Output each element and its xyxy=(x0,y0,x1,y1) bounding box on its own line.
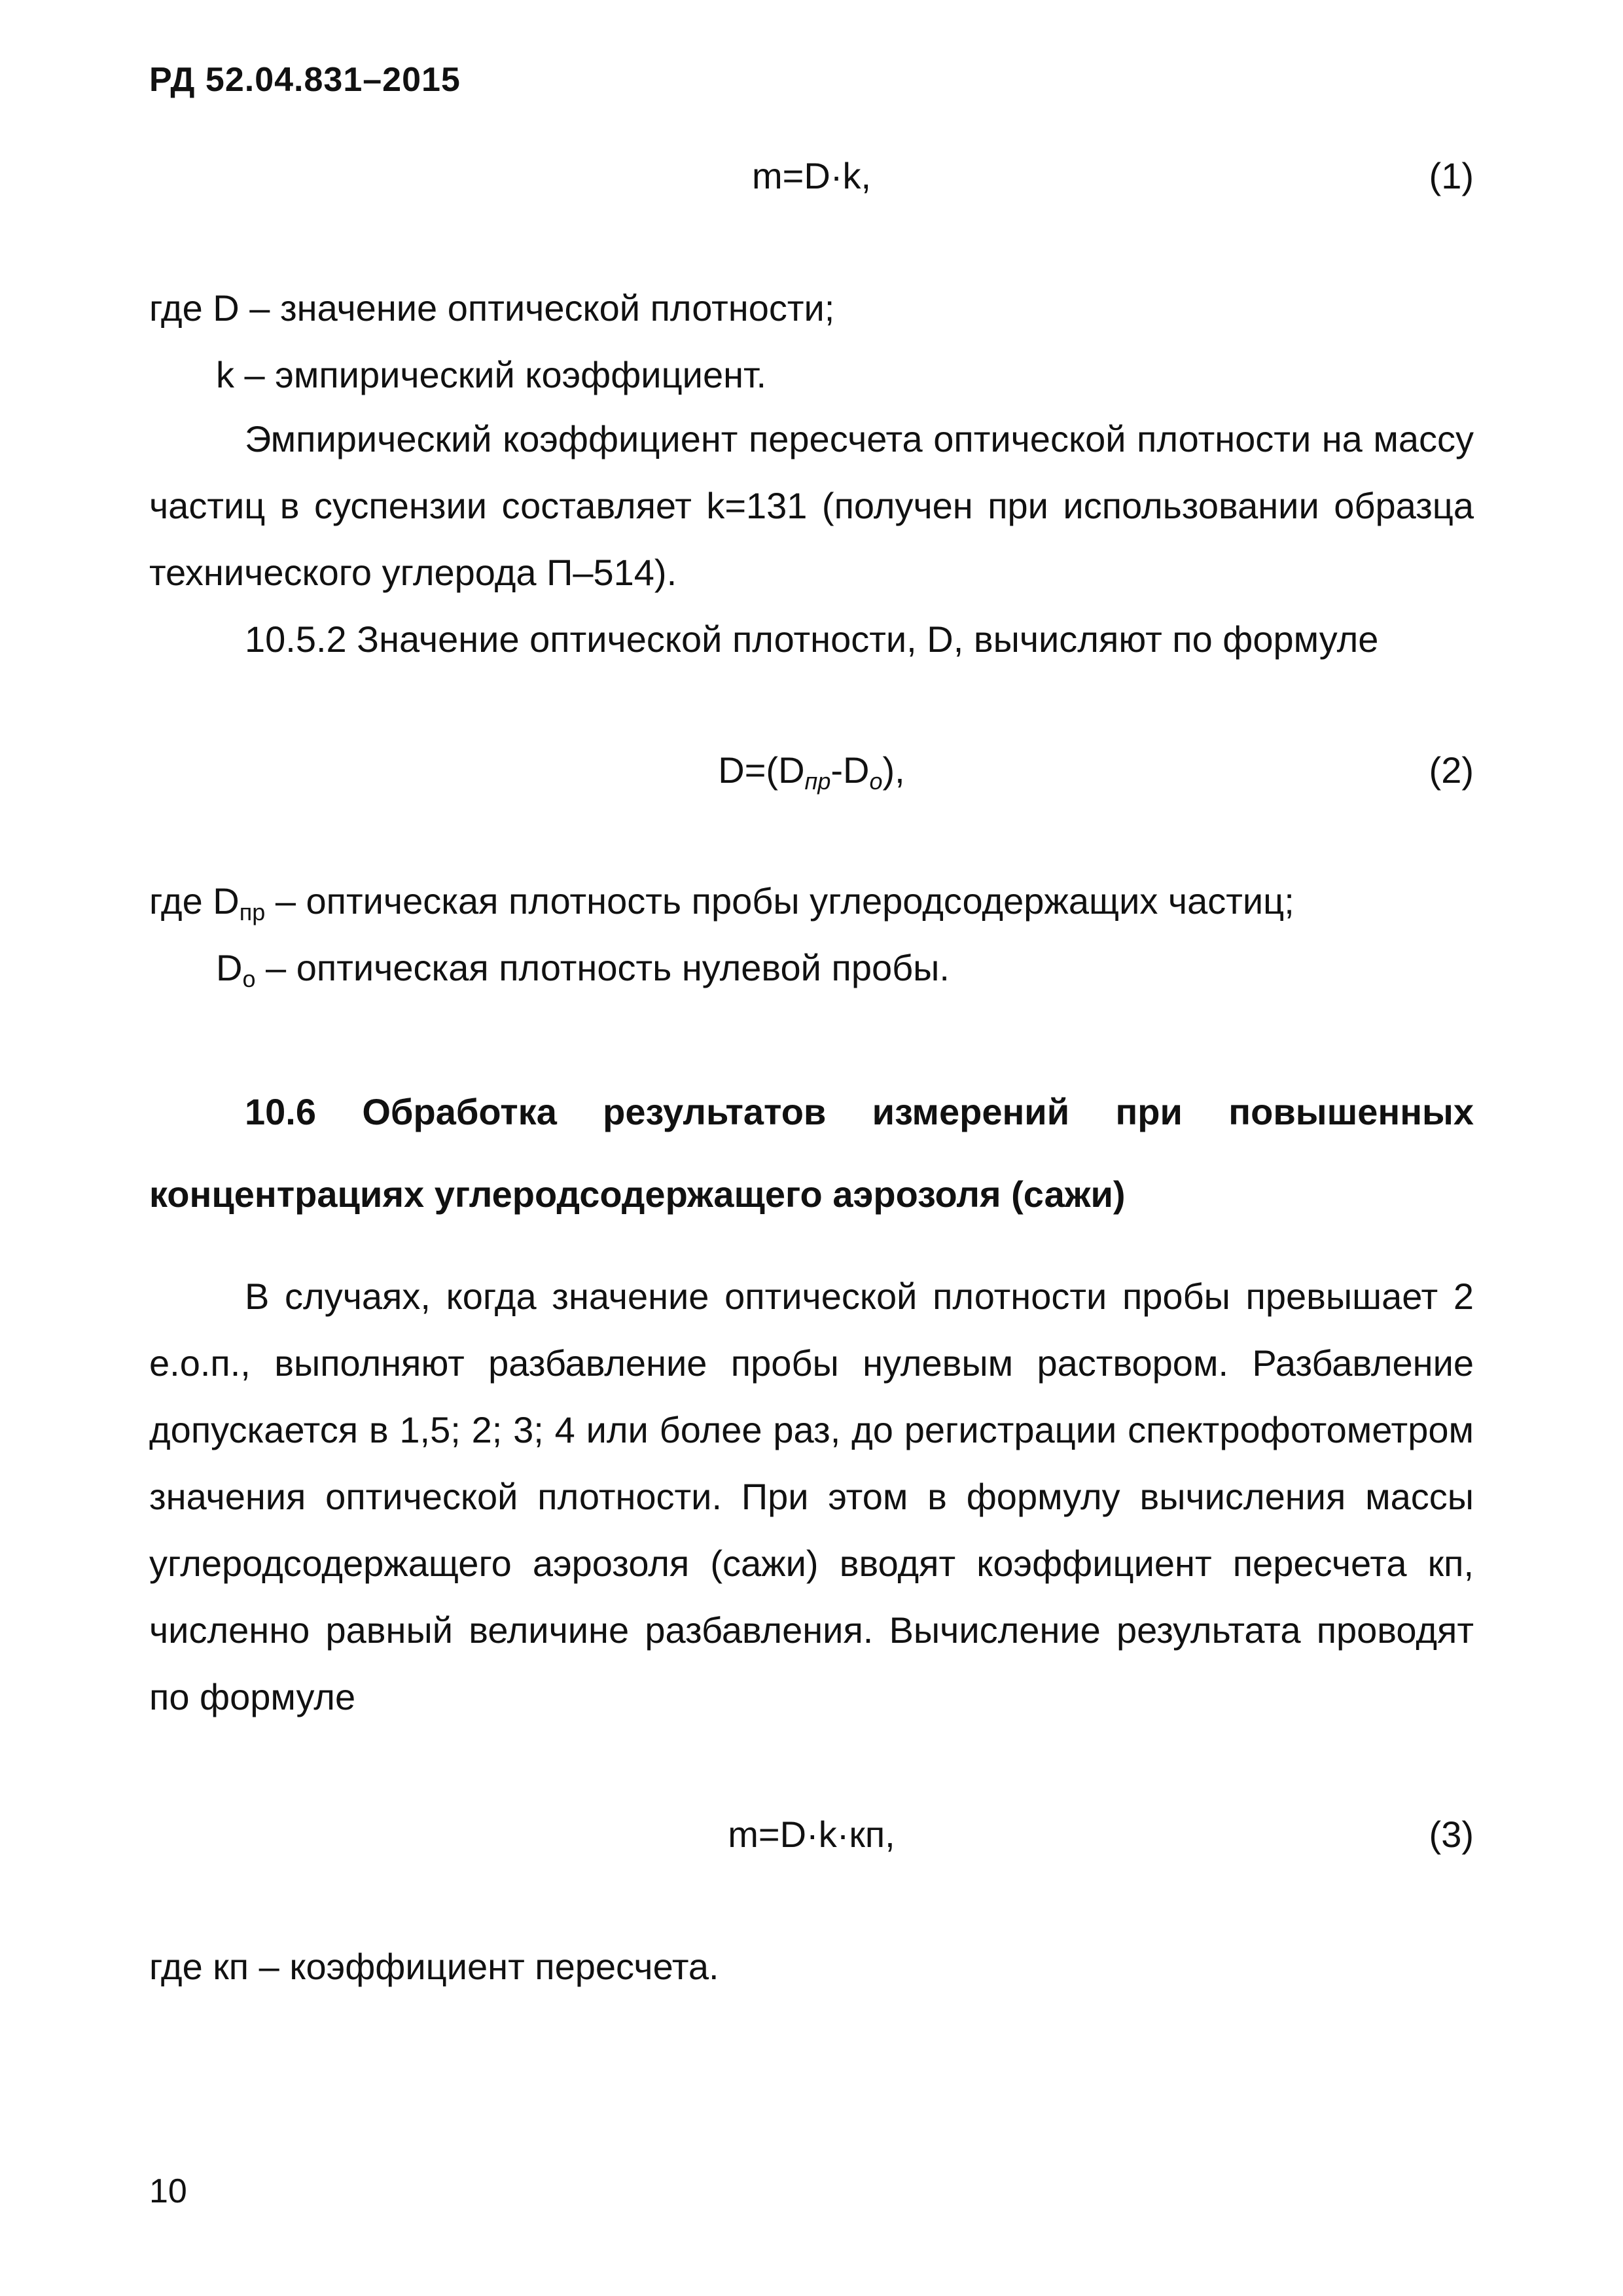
document-code: РД 52.04.831–2015 xyxy=(149,61,461,99)
formula-3 xyxy=(149,1813,1474,1865)
where-kp-definition: где кп – коэффициент пересчета. xyxy=(149,1946,719,1987)
formula-1 xyxy=(149,154,1474,207)
paragraph-dilution: В случаях, когда значение оптической плотности пробы превышает 2 е.о.п., выполняют разбавление пробы нулевым раствором. Разбавление допускается в 1,5; 2; 3; 4 или более раз, до регистрации спектрофотометром значения оптической плотности. При этом в формулу вычисления массы углеродсодержащего аэрозоля (сажи) вводят коэффициент пересчета кп, численно равный величине разбавления. Вычисление результата проводят по формуле xyxy=(149,1276,1474,1717)
formula-1-number: (1) xyxy=(1429,155,1474,196)
page-number: 10 xyxy=(149,2172,187,2210)
formula-2-expression: $D=(D_{пр}-D_о)$, xyxy=(718,749,905,795)
where-k-definition: k – эмпирический коэффициент. xyxy=(216,354,767,395)
where-d0-definition: $D_о$ – оптическая плотность нулевой пробы. xyxy=(216,947,950,992)
formula-2-number: (2) xyxy=(1429,749,1474,791)
paragraph-10-5-2: 10.5.2 Значение оптической плотности, D, вычисляют по формуле xyxy=(245,619,1379,660)
formula-3-number: (3) xyxy=(1429,1814,1474,1855)
formula-3-expression: m=D·k·кп, xyxy=(728,1814,895,1855)
formula-2 xyxy=(149,749,1474,801)
where-dpr-definition: где $D_{пр}$ – оптическая плотность пробы углеродсодержащих частиц; xyxy=(149,880,1294,925)
paragraph-empirical-coefficient: Эмпирический коэффициент пересчета оптической плотности на массу частиц в суспензии составляет k=131 (получен при использовании образца технического углерода П–514). xyxy=(149,418,1474,593)
formula-1-expression: m=D·k, xyxy=(752,155,871,196)
where-d-definition: где D – значение оптической плотности; xyxy=(149,287,835,329)
section-heading-10-6: 10.6 Обработка результатов измерений при повышенных концентрациях углеродсодержащего аэрозоля (сажи) xyxy=(149,1091,1474,1215)
